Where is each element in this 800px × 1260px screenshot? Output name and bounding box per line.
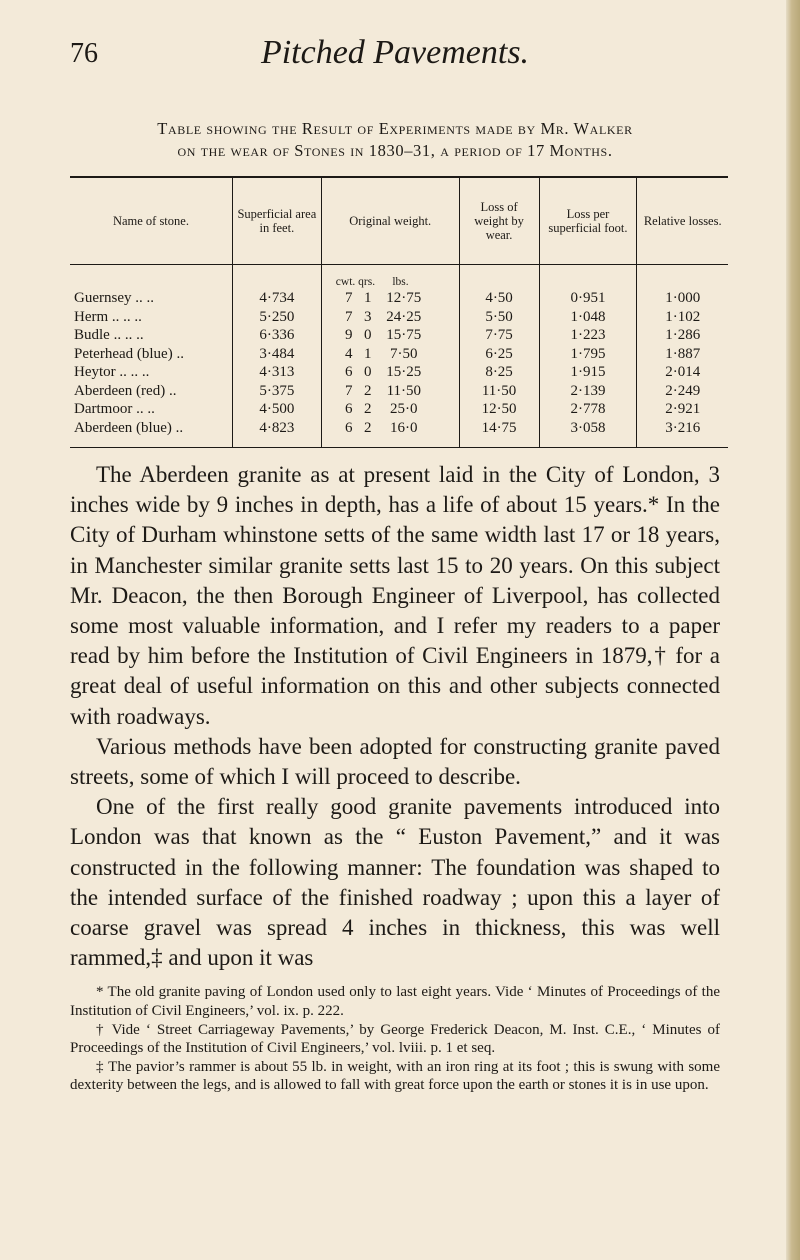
footnote-double-dagger: ‡ The pavior’s rammer is about 55 lb. in weight, with an iron ring at its foot ; this is swung with some dexterity between the legs, and is allowed to fall with great force upon the earth or stones it is in use upon.	[70, 1058, 720, 1094]
footnotes	[70, 983, 720, 1095]
table-caption-line-2: on the wear of Stones in 1830–31, a period of 17 Months.	[177, 141, 613, 160]
loss-value: 8·25	[459, 363, 539, 382]
table-caption	[70, 118, 720, 162]
area-value: 4·500	[232, 400, 321, 419]
loss-per-foot-value: 1·048	[539, 308, 637, 327]
area-value: 4·823	[232, 419, 321, 448]
loss-per-foot-value: 1·223	[539, 326, 637, 345]
stone-wear-table	[70, 176, 728, 448]
body-text	[70, 460, 720, 973]
weight-qrs: 0	[364, 327, 372, 343]
area-value: 6·336	[232, 326, 321, 345]
weight-lbs: 25·0	[390, 401, 418, 417]
loss-value: 11·50	[459, 382, 539, 401]
weight-lbs: 15·25	[386, 364, 422, 380]
weight-cwt: 4	[345, 345, 353, 362]
stone-name: Heytor .. .. ..	[74, 364, 150, 380]
paragraph-euston-pavement: One of the first really good granite pavements introduced into London was that known as the “ Euston Pavement,” and it was constructed in the following manner: The foundation was shaped to the intended surface of the finished roadway ; upon this a layer of coarse gravel was spread 4 inches in thickness, this was well rammed,‡ and upon it was	[70, 794, 720, 971]
paragraph-aberdeen-granite: The Aberdeen granite as at present laid in the City of London, 3 inches wide by 9 inches in depth, has a life of about 15 years.* In the City of Durham whinstone setts of the same width last 17 or 18 years, in Manchester similar granite setts last 15 to 20 years. On this subject Mr. Deacon, the then Borough Engineer of Liverpool, has collected some most valuable information, and I refer my readers to a paper read by him before the Institution of Civil Engineers in 1879,† for a great deal of useful information on this and other subjects connected with roadways.	[70, 462, 720, 729]
weight-lbs: 11·50	[386, 382, 422, 399]
weight-units-row	[70, 265, 728, 290]
running-title: Pitched Pavements.	[260, 34, 530, 71]
table-caption-line-1: Table showing the Result of Experiments made by Mr. Walker	[157, 119, 633, 138]
weight-cwt: 6	[345, 401, 353, 417]
loss-value: 7·75	[459, 326, 539, 345]
weight-qrs: 0	[364, 364, 372, 380]
table-row	[70, 400, 728, 419]
area-value: 4·734	[232, 289, 321, 308]
weight-cwt: 7	[345, 308, 353, 325]
table-row	[70, 345, 728, 364]
header-weight: Original weight.	[321, 177, 459, 265]
weight-cwt: 9	[345, 327, 353, 343]
relative-loss-value: 3·216	[637, 419, 728, 448]
loss-per-foot-value: 2·139	[539, 382, 637, 401]
loss-per-foot-value: 0·951	[539, 289, 637, 308]
weight-qrs: 3	[364, 308, 372, 325]
relative-loss-value: 2·921	[637, 400, 728, 419]
unit-cwt: cwt.	[335, 276, 356, 288]
loss-value: 14·75	[459, 419, 539, 448]
loss-value: 5·50	[459, 308, 539, 327]
book-spine-edge	[786, 0, 800, 1260]
loss-value: 12·50	[459, 400, 539, 419]
loss-per-foot-value: 3·058	[539, 419, 637, 448]
footnote-dagger: † Vide ‘ Street Carriageway Pavements,’ by George Frederick Deacon, M. Inst. C.E., ‘ Minutes of Proceedings of the Institution of Civil Engineers,’ vol. lviii. p. 1 et seq.	[70, 1021, 720, 1057]
area-value: 5·375	[232, 382, 321, 401]
area-value: 3·484	[232, 345, 321, 364]
weight-qrs: 1	[364, 290, 372, 306]
page-header	[70, 30, 720, 90]
paragraph-methods: Various methods have been adopted for constructing granite paved streets, some of which I will proceed to describe.	[70, 733, 720, 790]
relative-loss-value: 2·014	[637, 363, 728, 382]
stone-name: Aberdeen (blue) ..	[74, 419, 184, 436]
header-area: Superficial area in feet.	[232, 177, 321, 265]
relative-loss-value: 1·887	[637, 345, 728, 364]
stone-name: Aberdeen (red) ..	[74, 382, 177, 399]
relative-loss-value: 2·249	[637, 382, 728, 401]
relative-loss-value: 1·286	[637, 326, 728, 345]
loss-per-foot-value: 2·778	[539, 400, 637, 419]
weight-qrs: 2	[364, 401, 372, 417]
unit-qrs: qrs.	[358, 276, 376, 288]
stone-name: Dartmoor .. ..	[74, 401, 155, 417]
weight-lbs: 12·75	[386, 290, 422, 306]
unit-lbs: lbs.	[392, 276, 409, 288]
weight-lbs: 24·25	[386, 308, 422, 325]
weight-qrs: 2	[364, 419, 372, 436]
table-row	[70, 419, 728, 448]
table-header-row	[70, 177, 728, 265]
header-relative: Relative losses.	[637, 177, 728, 265]
weight-lbs: 7·50	[390, 345, 418, 362]
book-page	[70, 30, 720, 1095]
page-number: 76	[70, 38, 98, 69]
header-name: Name of stone.	[70, 177, 232, 265]
loss-per-foot-value: 1·915	[539, 363, 637, 382]
header-loss-per-foot: Loss per superficial foot.	[539, 177, 637, 265]
weight-qrs: 2	[364, 382, 372, 399]
weight-cwt: 6	[345, 419, 353, 436]
stone-name: Peterhead (blue) ..	[74, 345, 184, 362]
weight-cwt: 7	[345, 382, 353, 399]
footnote-star: * The old granite paving of London used only to last eight years. Vide ‘ Minutes of Proceedings of the Institution of Civil Engineers,’ vol. ix. p. 222.	[70, 984, 720, 1020]
stone-name: Guernsey .. ..	[74, 290, 154, 306]
area-value: 4·313	[232, 363, 321, 382]
weight-cwt: 7	[345, 290, 353, 306]
loss-per-foot-value: 1·795	[539, 345, 637, 364]
table-row	[70, 363, 728, 382]
loss-value: 6·25	[459, 345, 539, 364]
loss-value: 4·50	[459, 289, 539, 308]
table-row	[70, 382, 728, 401]
weight-lbs: 16·0	[390, 419, 418, 436]
table-row	[70, 326, 728, 345]
stone-name: Budle .. .. ..	[74, 327, 144, 343]
table-row	[70, 289, 728, 308]
weight-qrs: 1	[364, 345, 372, 362]
weight-lbs: 15·75	[386, 327, 422, 343]
relative-loss-value: 1·102	[637, 308, 728, 327]
stone-name: Herm .. .. ..	[74, 308, 142, 325]
relative-loss-value: 1·000	[637, 289, 728, 308]
table-row	[70, 308, 728, 327]
header-loss: Loss of weight by wear.	[459, 177, 539, 265]
area-value: 5·250	[232, 308, 321, 327]
weight-cwt: 6	[345, 364, 353, 380]
